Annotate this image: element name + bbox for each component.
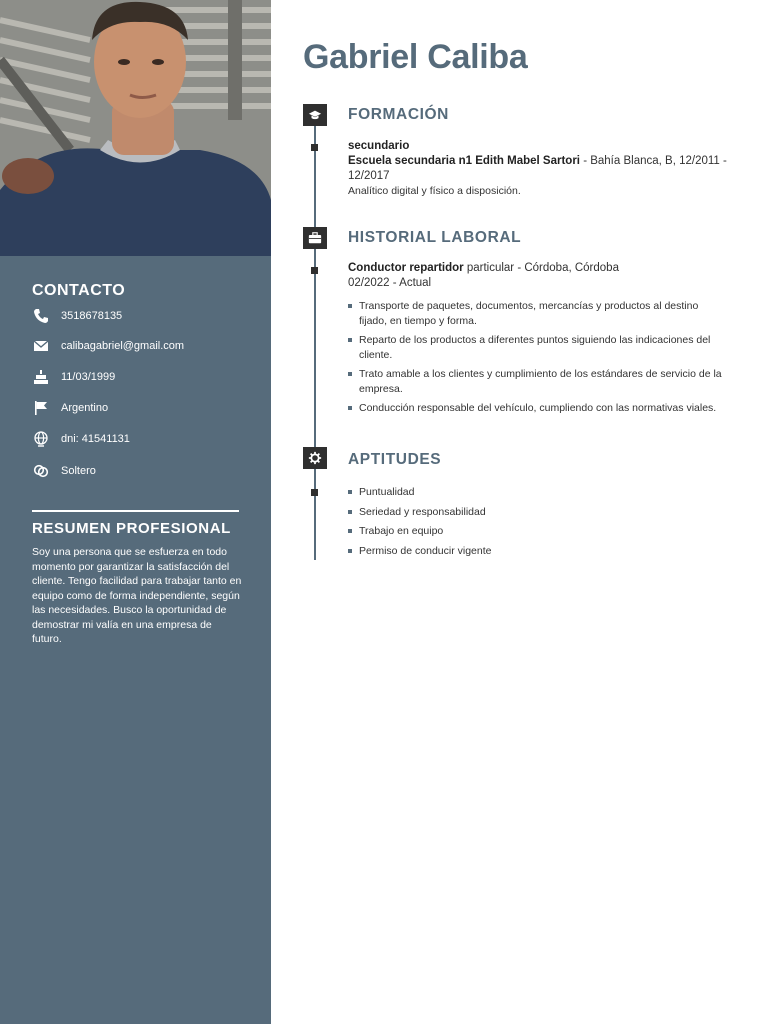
skills-section-icon [303,447,327,469]
contact-dni [32,429,252,449]
education-school-line [348,154,728,184]
list-item: Seriedad y responsabilidad [348,505,728,520]
list-item: Trato amable a los clientes y cumplimiento de los estándares de servicio de la empresa. [348,367,728,396]
profile-photo [0,0,271,256]
work-title: HISTORIAL LABORAL [348,229,522,246]
work-section-icon [303,227,327,249]
contact-nationality [32,398,252,418]
sidebar [0,0,271,1024]
list-item: Permiso de conducir vigente [348,544,728,559]
list-item: Trabajo en equipo [348,524,728,539]
summary-text: Soy una persona que se esfuerza en todo momento por garantizar la satisfacción del cliente. Tengo facilidad para trabajar tanto en equipo como de forma independiente, según las necesidades. Busco la oportunidad de demostrar mi valía en una empresa de futuro. [32,546,242,645]
contact-phone-value: 3518678135 [61,310,123,322]
contact-email [32,336,252,356]
education-school: Escuela secundaria n1 Edith Mabel Sartori [348,155,580,167]
education-degree: secundario [348,140,410,152]
summary-title: RESUMEN PROFESIONAL [32,520,231,537]
contact-nationality-value: Argentino [61,402,109,414]
contact-marital-status [32,461,252,481]
education-entry [348,139,728,199]
work-position-line [348,261,728,276]
list-item: Conducción responsable del vehículo, cumpliendo con las normativas viales. [348,401,728,416]
contact-dni-value: dni: 41541131 [61,433,130,445]
email-icon [32,337,50,355]
work-entry-header [348,261,728,291]
phone-icon [32,307,50,325]
work-position: Conductor repartidor [348,262,464,274]
timeline-dot [311,267,318,274]
work-employer: particular - Córdoba, Córdoba [463,262,619,274]
gear-icon [308,451,322,465]
education-details: - Bahía Blanca, B, 12/2011 - 12/2017 [348,155,727,182]
education-section-icon [303,104,327,126]
contact-phone [32,306,252,326]
rings-icon [32,462,50,480]
list-item: Puntualidad [348,485,728,500]
timeline-dot [311,144,318,151]
flag-icon [32,399,50,417]
education-description: Analítico digital y físico a disposición. [348,185,521,197]
globe-icon [32,430,50,448]
education-title: FORMACIÓN [348,106,449,123]
graduation-cap-icon [308,108,322,122]
list-item: Reparto de los productos a diferentes puntos siguiendo las indicaciones del cliente. [348,333,728,362]
list-item: Transporte de paquetes, documentos, mercancías y productos al destino fijado, en tiempo y forma. [348,299,728,328]
contact-email-value: calibagabriel@gmail.com [61,340,185,352]
skills-title: APTITUDES [348,451,442,468]
sidebar-divider [32,510,239,512]
work-period: 02/2022 - Actual [348,277,432,289]
candidate-name: Gabriel Caliba [303,38,528,76]
contact-birthdate-value: 11/03/1999 [61,371,116,383]
contact-birthdate [32,367,252,387]
work-bullets [348,299,728,421]
skills-list [348,485,728,563]
birthday-cake-icon [32,368,50,386]
contact-marital-status-value: Soltero [61,465,96,477]
briefcase-icon [308,231,322,245]
timeline-dot [311,489,318,496]
contact-title: CONTACTO [32,282,126,299]
